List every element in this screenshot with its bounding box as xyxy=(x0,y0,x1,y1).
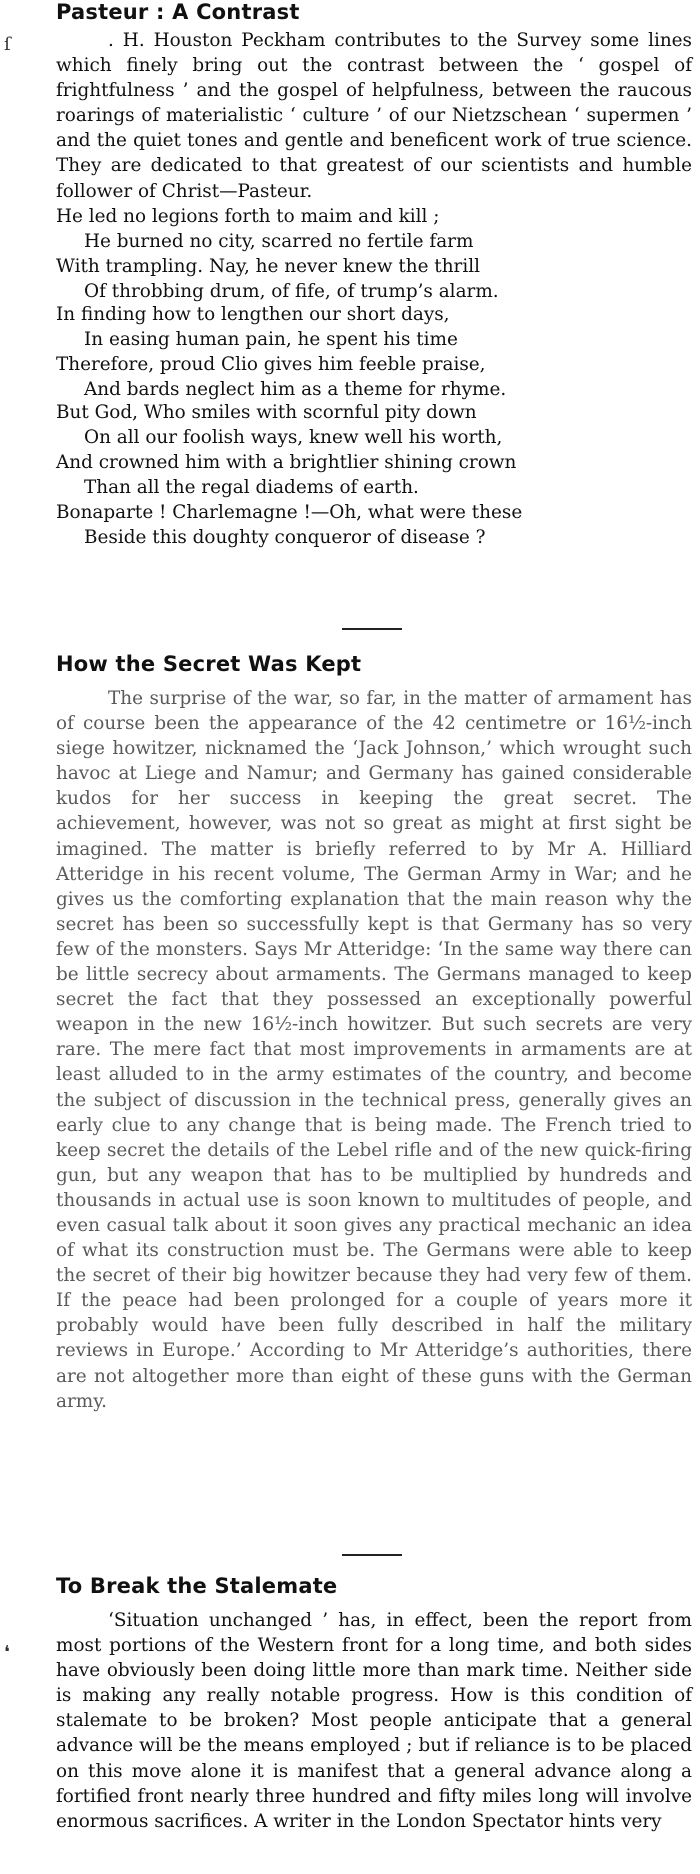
poem-line: And crowned him with a brightlier shining crown xyxy=(56,452,517,474)
poem-line: On all our foolish ways, knew well his worth, xyxy=(84,427,503,449)
poem-stanza xyxy=(56,302,692,402)
article-stalemate xyxy=(56,1574,692,1834)
poem-line: He led no legions forth to maim and kill ; xyxy=(56,206,440,227)
poem-line: Bonaparte ! Charlemagne !—Oh, what were these xyxy=(56,502,523,524)
poem-line: But God, Who smiles with scornful pity down xyxy=(56,402,477,423)
article-body: ‘Situation unchanged ’ has, in effect, been the report from most portions of the Western front for a long time, and both sides have obviously been doing little more than mark time. Neither side is making any really notable progress. How is this condition of stalemate to be broken? Most people anticipate that a general advance will be the means employed ; but if reliance is to be placed on this move alone it is manifest that a general advance along a fortified front nearly three hundred and fifty miles long will involve enormous sacrifices. A writer in the London Spectator hints very xyxy=(56,1610,692,1832)
poem-line: In easing human pain, he spent his time xyxy=(84,329,458,351)
poem-line: In finding how to lengthen our short days, xyxy=(56,304,450,325)
poem xyxy=(56,400,692,551)
section-divider xyxy=(342,628,402,630)
poem-stanza xyxy=(56,400,692,551)
article-title: How the Secret Was Kept xyxy=(56,652,362,676)
margin-mark: ſ xyxy=(4,34,11,55)
poem-line: Therefore, proud Clio gives him feeble praise, xyxy=(56,354,486,376)
poem xyxy=(56,302,692,402)
article-pasteur xyxy=(56,0,692,204)
article-intro: . H. Houston Peckham contributes to the Survey some lines which finely bring out the contrast between the ‘ gospel of frightfulness ’ and the gospel of helpfulness, between the raucous roarings of materialistic ‘ culture ’ of our Nietzschean ‘ supermen ’ and the quiet tones and gentle and beneficent work of true science. They are dedicated to that greatest of our scientists and humble follower of Christ—Pasteur. xyxy=(56,30,692,202)
poem-line: Of throbbing drum, of fife, of trump’s alarm. xyxy=(84,281,499,303)
section-divider xyxy=(342,1554,402,1556)
poem-line: He burned no city, scarred no fertile farm xyxy=(84,231,474,253)
poem-stanza xyxy=(56,204,692,304)
poem-line: Than all the regal diadems of earth. xyxy=(84,477,419,499)
poem-line: And bards neglect him as a theme for rhyme. xyxy=(84,379,507,401)
margin-blot: ❛ xyxy=(4,1642,10,1663)
poem xyxy=(56,204,692,304)
poem-line: With trampling. Nay, he never knew the thrill xyxy=(56,256,480,278)
article-secret xyxy=(56,652,692,1414)
article-title: To Break the Stalemate xyxy=(56,1574,338,1598)
poem-line: Beside this doughty conqueror of disease ? xyxy=(84,527,486,549)
article-body: The surprise of the war, so far, in the matter of armament has of course been the appearance of the 42 centimetre or 16½-inch siege howitzer, nicknamed the ‘Jack Johnson,’ which wrought such havoc at Liege and Namur; and Germany has gained considerable kudos for her success in keeping the great secret. The achievement, however, was not so great as might at first sight be imagined. The matter is briefly referred to by Mr A. Hilliard Atteridge in his recent volume, The German Army in War; and he gives us the comforting explanation that the main reason why the secret has been so successfully kept is that Germany has so very few of the monsters. Says Mr Atteridge: ‘In the same way there can be little secrecy about armaments. The Germans managed to keep secret the fact that they possessed an exceptionally powerful weapon in the new 16½-inch howitzer. But such secrets are very rare. The mere fact that most improvements in armaments are at least alluded to in the army estimates of the country, and become the subject of discussion in the technical press, generally gives an early clue to any change that is being made. The French tried to keep secret the details of the Lebel rifle and of the new quick-firing gun, but any weapon that has to be multiplied by hundreds and thousands in actual use is soon known to multitudes of people, and even casual talk about it soon gives any practical mechanic an idea of what its construction must be. The Germans were able to keep the secret of their big howitzer because they had very few of them. If the peace had been prolonged for a couple of years more it probably would have been fully described in half the military reviews in Europe.’ According to Mr Atteridge’s authorities, there are not altogether more than eight of these guns with the German army. xyxy=(56,688,692,1412)
article-title: Pasteur : A Contrast xyxy=(56,0,300,24)
